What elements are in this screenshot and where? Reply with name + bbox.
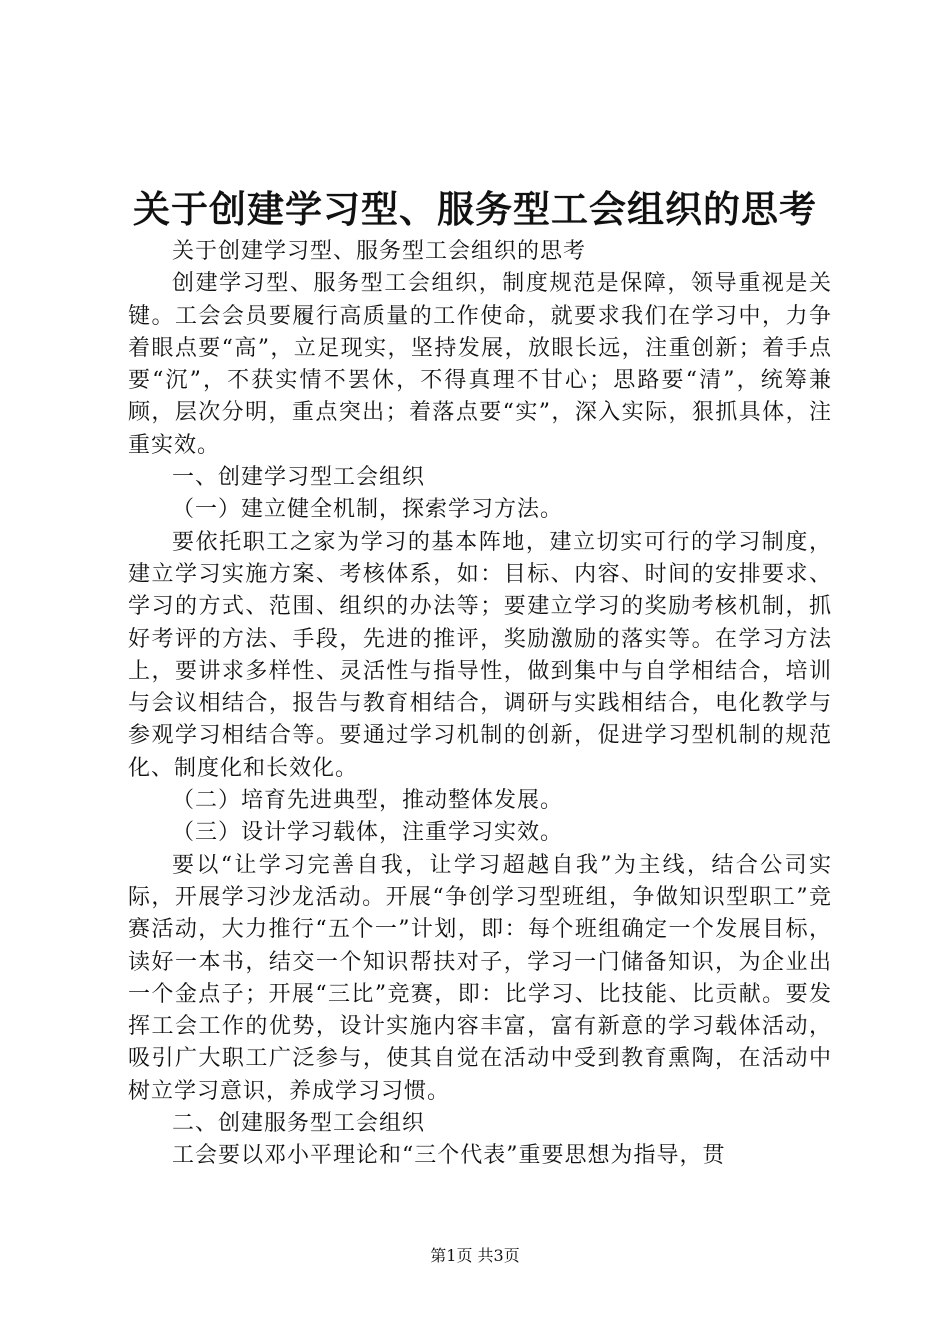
section-heading-1: 一、创建学习型工会组织	[172, 465, 426, 491]
subtitle-paragraph: 关于创建学习型、服务型工会组织的思考	[172, 239, 587, 264]
subsection-heading-2: （二）培育先进典型，推动整体发展。	[172, 788, 564, 814]
document-body	[128, 236, 832, 1173]
page-footer: 第1页 共3页	[430, 1246, 520, 1265]
body-paragraph-1: 要依托职工之家为学习的基本阵地，建立切实可行的学习制度，建立学习实施方案、考核体系，如：目标、内容、时间的安排要求、学习的方式、范围、组织的办法等；要建立学习的奖励考核机制，抓好考评的方法、手段，先进的推评，奖励激励的落实等。在学习方法上，要讲求多样性、灵活性与指导性，做到集中与自学相结合，培训与会议相结合，报告与教育相结合，调研与实践相结合，电化教学与参观学习相结合等。要通过学习机制的创新，促进学习型机制的规范化、制度化和长效化。	[128, 529, 832, 781]
subsection-heading-3: （三）设计学习载体，注重学习实效。	[172, 820, 564, 846]
body-paragraph-3: 工会要以邓小平理论和“三个代表”重要思想为指导，贯	[172, 1143, 726, 1169]
body-paragraph-2: 要以“让学习完善自我，让学习超越自我”为主线，结合公司实际，开展学习沙龙活动。开展“争创学习型班组，争做知识型职工”竞赛活动，大力推行“五个一”计划，即：每个班组确定一个发展目标，读好一本书，结交一个知识帮扶对子，学习一门储备知识，为企业出一个金点子；开展“三比”竞赛，即：比学习、比技能、比贡献。要发挥工会工作的优势，设计实施内容丰富，富有新意的学习载体活动，吸引广大职工广泛参与，使其自觉在活动中受到教育熏陶，在活动中树立学习意识，养成学习习惯。	[128, 852, 832, 1104]
intro-paragraph: 创建学习型、服务型工会组织，制度规范是保障，领导重视是关键。工会会员要履行高质量的工作使命，就要求我们在学习中，力争着眼点要“高”，立足现实，坚持发展，放眼长远，注重创新；着手点要“沉”，不获实情不罢休，不得真理不甘心；思路要“清”，统筹兼顾，层次分明，重点突出；着落点要“实”，深入实际，狠抓具体，注重实效。	[128, 271, 832, 458]
subsection-heading-1: （一）建立健全机制，探索学习方法。	[172, 497, 564, 523]
document-title: 关于创建学习型、服务型工会组织的思考	[133, 188, 817, 231]
section-heading-2: 二、创建服务型工会组织	[172, 1111, 426, 1137]
